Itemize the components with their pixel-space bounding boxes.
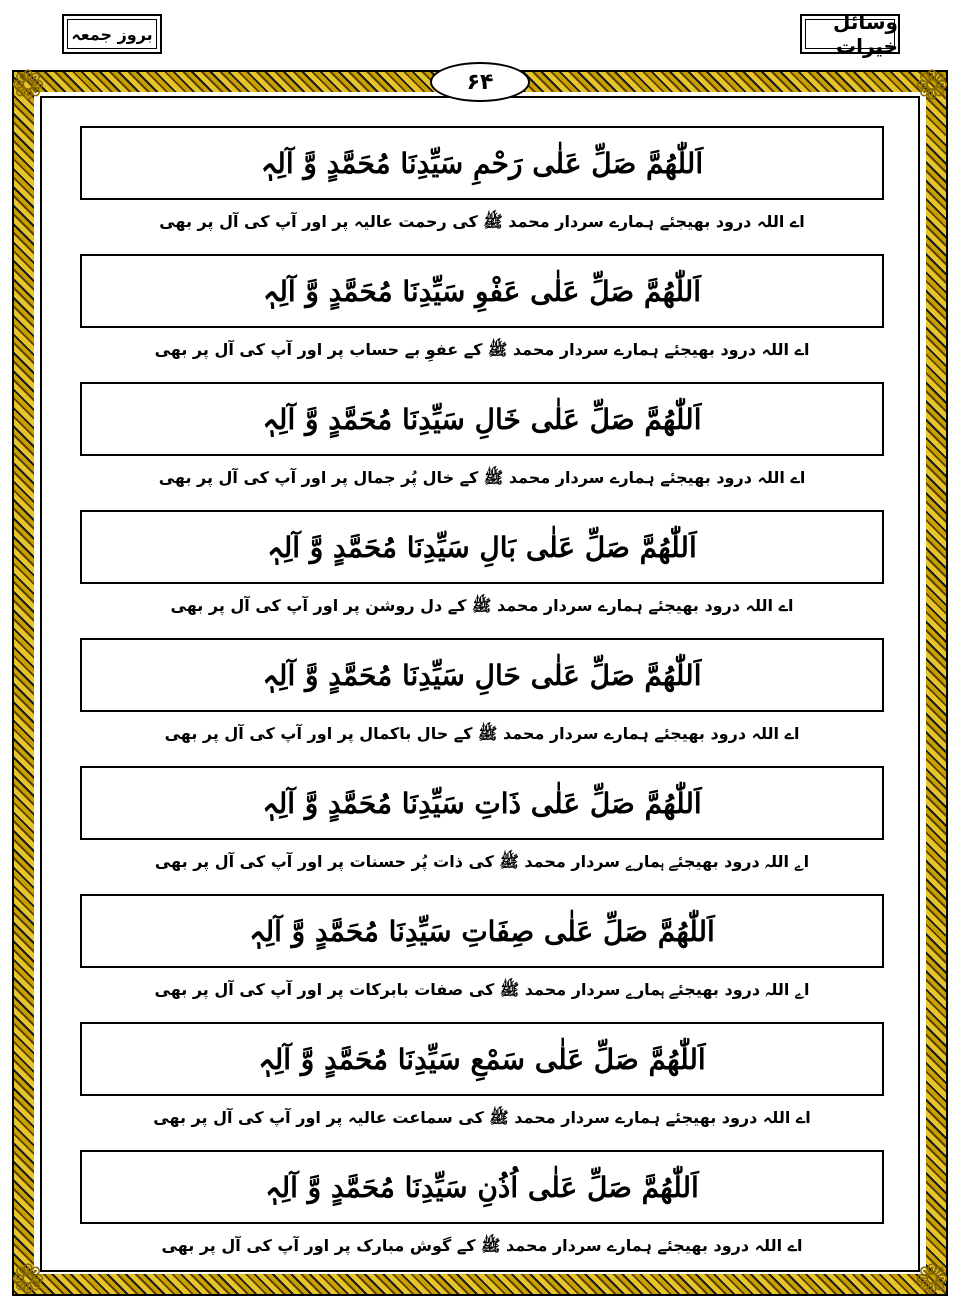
- book-title: وسائل خیرات: [800, 14, 900, 54]
- page-number: ۶۴: [430, 62, 530, 102]
- dua-entry: [80, 254, 884, 382]
- dua-translation: اے اللہ درود بھیجئے ہمارے سردار محمد ﷺ کی رحمت عالیہ پر اور آپ کی آل پر بھی: [159, 212, 805, 231]
- corner-ornament-icon: ❁: [11, 63, 45, 109]
- dua-translation: اے اللہ درود بھیجئے ہمارے سردار محمد ﷺ کے حال باکمال پر اور آپ کی آل پر بھی: [164, 724, 800, 743]
- dua-text: اَللّٰھُمَّ صَلِّ عَلٰی عَفْوِ سَیِّدِنَا مُحَمَّدٍ وَّ آلِہٖ: [80, 254, 884, 328]
- dua-translation: اے اللہ درود بھیجئے ہمارے سردار محمد ﷺ کی ذات پُر حسنات پر اور آپ کی آل پر بھی: [154, 852, 810, 871]
- dua-text: اَللّٰھُمَّ صَلِّ عَلٰی اُذُنِ سَیِّدِنَا مُحَمَّدٍ وَّ آلِہٖ: [80, 1150, 884, 1224]
- dua-entry: [80, 1150, 884, 1278]
- dua-text: اَللّٰھُمَّ صَلِّ عَلٰی خَالِ سَیِّدِنَا مُحَمَّدٍ وَّ آلِہٖ: [80, 382, 884, 456]
- corner-ornament-icon: ❁: [915, 1257, 949, 1303]
- dua-entry: [80, 638, 884, 766]
- corner-ornament-icon: ❁: [11, 1257, 45, 1303]
- corner-ornament-icon: ❁: [915, 63, 949, 109]
- dua-entry: [80, 510, 884, 638]
- dua-text: اَللّٰھُمَّ صَلِّ عَلٰی بَالِ سَیِّدِنَا مُحَمَّدٍ وَّ آلِہٖ: [80, 510, 884, 584]
- dua-translation: اے اللہ درود بھیجئے ہمارے سردار محمد ﷺ کی صفات بابرکات پر اور آپ کی آل پر بھی: [154, 980, 810, 999]
- dua-translation: اے اللہ درود بھیجئے ہمارے سردار محمد ﷺ کے خال پُر جمال پر اور آپ کی آل پر بھی: [158, 468, 806, 487]
- dua-text: اَللّٰھُمَّ صَلِّ عَلٰی ذَاتِ سَیِّدِنَا مُحَمَّدٍ وَّ آلِہٖ: [80, 766, 884, 840]
- dua-text: اَللّٰھُمَّ صَلِّ عَلٰی صِفَاتِ سَیِّدِنَا مُحَمَّدٍ وَّ آلِہٖ: [80, 894, 884, 968]
- dua-translation: اے اللہ درود بھیجئے ہمارے سردار محمد ﷺ کے عفوِ بے حساب پر اور آپ کی آل پر بھی: [154, 340, 810, 359]
- dua-list: [80, 126, 884, 1278]
- dua-entry: [80, 766, 884, 894]
- dua-entry: [80, 382, 884, 510]
- dua-text: اَللّٰھُمَّ صَلِّ عَلٰی سَمْعِ سَیِّدِنَا مُحَمَّدٍ وَّ آلِہٖ: [80, 1022, 884, 1096]
- dua-text: اَللّٰھُمَّ صَلِّ عَلٰی رَحْمِ سَیِّدِنَا مُحَمَّدٍ وَّ آلِہٖ: [80, 126, 884, 200]
- dua-translation: اے اللہ درود بھیجئے ہمارے سردار محمد ﷺ کی سماعت عالیہ پر اور آپ کی آل پر بھی: [153, 1108, 811, 1127]
- dua-entry: [80, 1022, 884, 1150]
- dua-entry: [80, 126, 884, 254]
- day-label: بروز جمعہ: [62, 14, 162, 54]
- dua-text: اَللّٰھُمَّ صَلِّ عَلٰی حَالِ سَیِّدِنَا مُحَمَّدٍ وَّ آلِہٖ: [80, 638, 884, 712]
- dua-entry: [80, 894, 884, 1022]
- dua-translation: اے اللہ درود بھیجئے ہمارے سردار محمد ﷺ کے دل روشن پر اور آپ کی آل پر بھی: [170, 596, 794, 615]
- dua-translation: اے اللہ درود بھیجئے ہمارے سردار محمد ﷺ کے گوش مبارک پر اور آپ کی آل پر بھی: [161, 1236, 803, 1255]
